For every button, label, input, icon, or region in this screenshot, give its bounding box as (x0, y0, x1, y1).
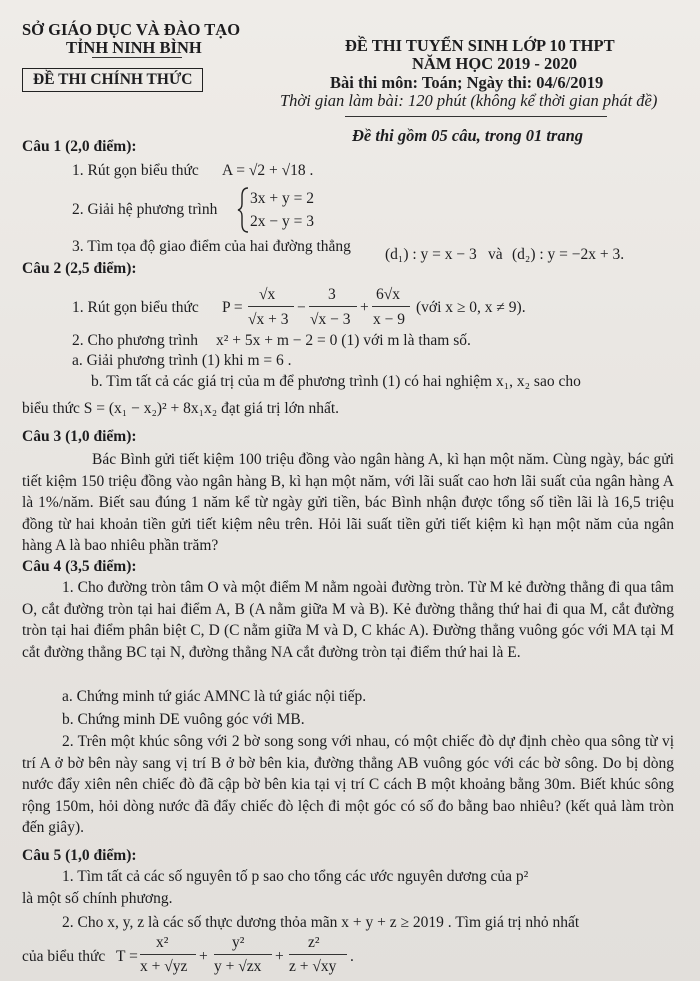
q2-p1-cond: (với x ≥ 0, x ≠ 9). (416, 299, 526, 316)
q2-pb-line1: b. Tìm tất cả các giá trị của m để phương trình (1) có hai nghiệm x₁, x₂ sao cho (91, 373, 581, 390)
dept-line2: TỈNH NINH BÌNH (66, 38, 202, 57)
formula-p-num2: 3 (328, 286, 336, 303)
q1-p1-text: 1. Rút gọn biểu thức (72, 162, 199, 179)
subject-date: Bài thi môn: Toán; Ngày thi: 04/6/2019 (330, 73, 604, 92)
formula-p-num3: 6√x (376, 286, 401, 303)
header-underline-left (92, 57, 182, 58)
formula-t-plus: + (275, 948, 284, 965)
fraction-bar (289, 954, 347, 955)
q4-title: Câu 4 (3,5 điểm): (22, 558, 137, 575)
formula-p-minus: − (297, 299, 306, 316)
q5-p2-line1: 2. Cho x, y, z là các số thực dương thỏa mãn x + y + z ≥ 2019 . Tìm giá trị nhỏ nhất (62, 914, 580, 931)
q2-p2-eq: x² + 5x + m − 2 = 0 (1) với m là tham số. (216, 332, 471, 349)
formula-p-num1: √x (259, 286, 276, 303)
school-year: NĂM HỌC 2019 - 2020 (412, 54, 577, 73)
q5-p1-line1: 1. Tìm tất cả các số nguyên tố p sao cho tổng các ước nguyên dương của p² (62, 868, 529, 885)
dept-line1: SỞ GIÁO DỤC VÀ ĐÀO TẠO (22, 20, 241, 39)
duration: Thời gian làm bài: 120 phút (không kể thời gian phát đề) (280, 91, 658, 110)
q2-p1-text: 1. Rút gọn biểu thức (72, 299, 199, 316)
formula-t-den2: y + √zx (214, 958, 262, 975)
page-info: Đề thi gồm 05 câu, trong 01 trang (352, 126, 584, 145)
formula-t-den3: z + √xy (289, 958, 337, 975)
q1-p1-expr: A = √2 + √18 . (222, 162, 314, 179)
formula-t-num3: z² (308, 934, 320, 951)
header-underline-right (345, 116, 607, 117)
formula-p-plus: + (360, 299, 369, 316)
q4-pa: a. Chứng minh tứ giác AMNC là tứ giác nội tiếp. (62, 688, 367, 705)
q4-p2: 2. Trên một khúc sông với 2 bờ song song với nhau, có một chiếc đò dự định chèo qua sông từ vị trí A ở bờ bên này sang vị trí B ở bờ bên kia, đường thẳng AB vuông góc với các bờ sông. Do bị dòng nước đẩy xiên nên chiếc đò đã cập bờ bên kia tại vị trí C cách B một khoảng bằng 30m. Biết khúc sông rộng 150m, hỏi dòng nước đã đẩy chiếc đò lệch đi một góc có số đo bằng bao nhiêu? (kết quả làm tròn đến giây). (22, 733, 674, 836)
q2-pb-line2: biểu thức S = (x₁ − x₂)² + 8x₁x₂ đạt giá trị lớn nhất. (22, 400, 340, 417)
exam-title: ĐỀ THI TUYỂN SINH LỚP 10 THPT (345, 36, 615, 55)
formula-t-den1: x + √yz (140, 958, 188, 975)
q4-p1: 1. Cho đường tròn tâm O và một điểm M nằm ngoài đường tròn. Từ M kẻ đường thẳng đi qua tâm O, cắt đường tròn tại hai điểm A, B (A nằm giữa M và B). Kẻ đường thẳng thứ hai đi qua M, cắt đường tròn tại hai điểm phân biệt C, D (C nằm giữa M và D, C khác A). Đường thẳng vuông góc với MA tại M cắt đường thẳng BC tại N, đường thẳng NA cắt đường tròn tại điểm thứ hai là E. (22, 579, 674, 661)
q1-p3-d2: (d₂) : y = −2x + 3. (512, 246, 625, 263)
q4-pb: b. Chứng minh DE vuông góc với MB. (62, 711, 305, 728)
fraction-bar (309, 306, 357, 307)
formula-p-den1: √x + 3 (248, 311, 289, 328)
formula-t-plus: + (199, 948, 208, 965)
q1-p3-and: và (488, 246, 503, 263)
formula-t-num2: y² (232, 934, 245, 951)
q1-p3-d1: (d₁) : y = x − 3 (385, 246, 477, 263)
q1-p2-text: 2. Giải hệ phương trình (72, 201, 218, 218)
q2-p2-text: 2. Cho phương trình (72, 332, 198, 349)
q2-title: Câu 2 (2,5 điểm): (22, 260, 137, 277)
formula-p-den3: x − 9 (373, 311, 405, 328)
q5-title: Câu 5 (1,0 điểm): (22, 847, 137, 864)
formula-t-lhs: T = (116, 948, 138, 965)
q3-text: Bác Bình gửi tiết kiệm 100 triệu đồng vào ngân hàng A, kì hạn một năm. Cùng ngày, bác gửi tiết kiệm 150 triệu đồng vào ngân hàng B, kì hạn một năm, với lãi suất cao hơn lãi suất của ngân hàng A là 1%/năm. Biết sau đúng 1 năm kể từ ngày gửi tiền, bác Bình nhận được tổng số tiền lãi là 16,5 triệu đồng từ hai khoản tiền gửi tiết kiệm nêu trên. Hỏi lãi suất tiền gửi tiết kiệm kì hạn một năm của ngân hàng A là bao nhiêu phần trăm? (22, 451, 674, 554)
q1-title: Câu 1 (2,0 điểm): (22, 138, 137, 155)
q1-p2-eq1: 3x + y = 2 (250, 190, 314, 207)
fraction-bar (140, 954, 196, 955)
q5-p2-line2-prefix: của biểu thức (22, 948, 106, 965)
system-brace-icon (236, 186, 250, 234)
q3-title: Câu 3 (1,0 điểm): (22, 428, 137, 445)
q5-p1-line2: là một số chính phương. (22, 890, 173, 907)
formula-t-dot: . (350, 948, 354, 965)
formula-p-lhs: P = (222, 299, 243, 316)
fraction-bar (248, 306, 294, 307)
formula-p-den2: √x − 3 (310, 311, 351, 328)
formula-t-num1: x² (156, 934, 169, 951)
official-label: ĐỀ THI CHÍNH THỨC (22, 68, 203, 92)
q1-p2-eq2: 2x − y = 3 (250, 213, 314, 230)
q2-pa: a. Giải phương trình (1) khi m = 6 . (72, 352, 292, 369)
fraction-bar (214, 954, 272, 955)
q1-p3-text: 3. Tìm tọa độ giao điểm của hai đường thẳng (72, 238, 351, 255)
fraction-bar (372, 306, 410, 307)
